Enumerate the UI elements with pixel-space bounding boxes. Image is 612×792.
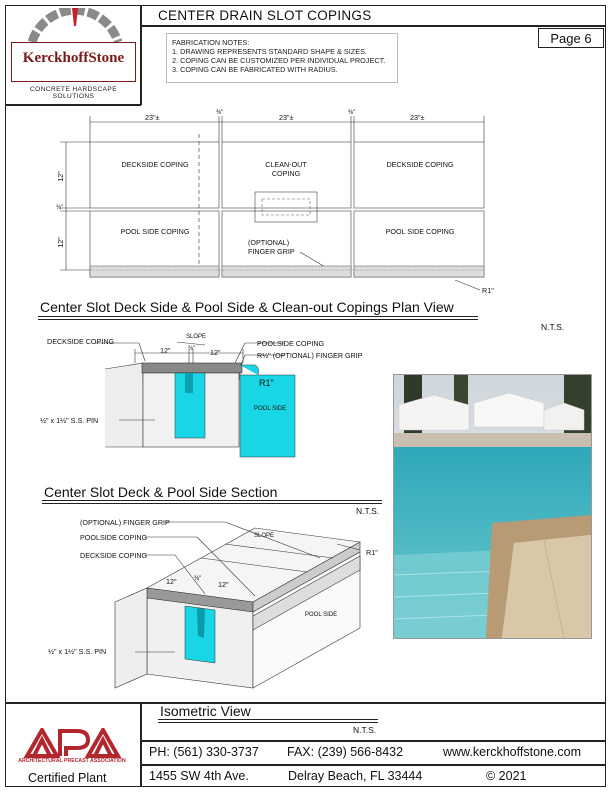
section-label-slope: SLOPE [186, 334, 207, 340]
note-item: 3. COPING CAN BE FABRICATED WITH RADIUS. [172, 65, 338, 74]
note-item: 1. DRAWING REPRESENTS STANDARD SHAPE & SIZES. [172, 47, 368, 56]
iso-scale: N.T.S. [353, 725, 377, 735]
label-finger-grip: (OPTIONAL) FINGER GRIP [248, 238, 295, 256]
isometric-view-drawing [105, 518, 365, 698]
iso-title-underline [158, 719, 378, 720]
apa-logo [18, 728, 126, 768]
dim-gap-2: ⅜" [348, 110, 356, 116]
plan-title-underline [38, 316, 478, 317]
certified-plant: Certified Plant [28, 771, 107, 785]
iso-dim-2: 12" [218, 580, 229, 589]
footer-mid-line [140, 740, 606, 742]
section-scale: N.T.S. [356, 506, 380, 516]
page-title: CENTER DRAIN SLOT COPINGS [158, 8, 372, 23]
section-label-pin: ½" x 1½" S.S. PIN [40, 416, 99, 425]
dim-width-2: 23"± [279, 113, 294, 122]
apa-name: ARCHITECTURAL PRECAST ASSOCIATION [18, 758, 126, 764]
section-view-title: Center Slot Deck & Pool Side Section [44, 484, 278, 500]
section-label-finger-grip: R½" (OPTIONAL) FINGER GRIP [257, 351, 363, 360]
section-label-radius: R1" [259, 378, 274, 388]
dim-joint: ⅜" [56, 205, 64, 211]
dim-height-1: 12" [55, 171, 65, 182]
section-dim-gap: ⅜" [188, 346, 196, 352]
iso-label-poolside: POOLSIDE COPING [80, 533, 148, 542]
notes-heading: FABRICATION NOTES: [172, 38, 250, 47]
footer-phone: PH: (561) 330-3737 [149, 745, 259, 759]
logo-name: KerckhoffStone [22, 50, 125, 66]
iso-label-deckside: DECKSIDE COPING [80, 551, 148, 560]
logo-divider [140, 5, 142, 105]
dim-gap-1: ⅜" [216, 110, 224, 116]
label-poolside-1: POOL SIDE COPING [120, 227, 190, 236]
footer-divider [140, 702, 142, 787]
label-cleanout: CLEAN-OUT COPING [265, 160, 307, 178]
label-deckside-1: DECKSIDE COPING [121, 160, 189, 169]
section-label-deckside: DECKSIDE COPING [47, 337, 115, 346]
label-deckside-2: DECKSIDE COPING [386, 160, 454, 169]
iso-label-pin: ½" x 1½" S.S. PIN [48, 647, 107, 656]
section-dim-1: 12" [160, 346, 171, 355]
footer-top-line [5, 702, 606, 704]
section-label-poolside: POOLSIDE COPING [257, 339, 325, 348]
dim-width-3: 23"± [410, 113, 425, 122]
plan-title-underline-2 [38, 319, 478, 320]
footer-copyright: © 2021 [486, 769, 527, 783]
iso-view-title: Isometric View [160, 703, 251, 719]
section-dim-2: 12" [210, 348, 221, 357]
footer-row-line [140, 764, 606, 766]
footer-city: Delray Beach, FL 33444 [288, 769, 423, 783]
title-underline [140, 25, 606, 27]
iso-title-underline-2 [158, 722, 378, 723]
plan-view-title: Center Slot Deck Side & Pool Side & Clean-out Copings Plan View [40, 299, 454, 315]
footer-address: 1455 SW 4th Ave. [149, 769, 249, 783]
dim-height-2: 12" [55, 237, 65, 248]
fabrication-notes [166, 33, 398, 83]
footer-website[interactable]: www.kerckhoffstone.com [443, 745, 582, 759]
page-number: Page 6 [538, 28, 604, 48]
note-item: 2. COPING CAN BE CUSTOMIZED PER INDIVIDUAL PROJECT. [172, 56, 386, 65]
dim-width-1: 23"± [145, 113, 160, 122]
iso-dim-gap: ⅜" [194, 576, 202, 582]
label-poolside-2: POOL SIDE COPING [385, 227, 455, 236]
section-label-pool-side: POOL SIDE [254, 406, 287, 412]
footer-fax: FAX: (239) 566-8432 [287, 745, 404, 759]
iso-dim-1: 12" [166, 577, 177, 586]
plan-view-drawing [0, 100, 612, 310]
iso-label-radius: R1" [366, 548, 378, 557]
pool-photo [393, 374, 592, 639]
iso-label-slope: SLOPE [254, 533, 275, 539]
iso-label-finger-grip: (OPTIONAL) FINGER GRIP [80, 518, 170, 527]
section-title-underline [42, 500, 382, 501]
section-title-underline-2 [42, 503, 382, 504]
plan-scale: N.T.S. [541, 322, 565, 332]
label-radius: R1" [482, 286, 494, 295]
iso-label-pool-side: POOL SIDE [305, 612, 338, 618]
logo-tagline: CONCRETE HARDSCAPE SOLUTIONS [29, 86, 118, 100]
